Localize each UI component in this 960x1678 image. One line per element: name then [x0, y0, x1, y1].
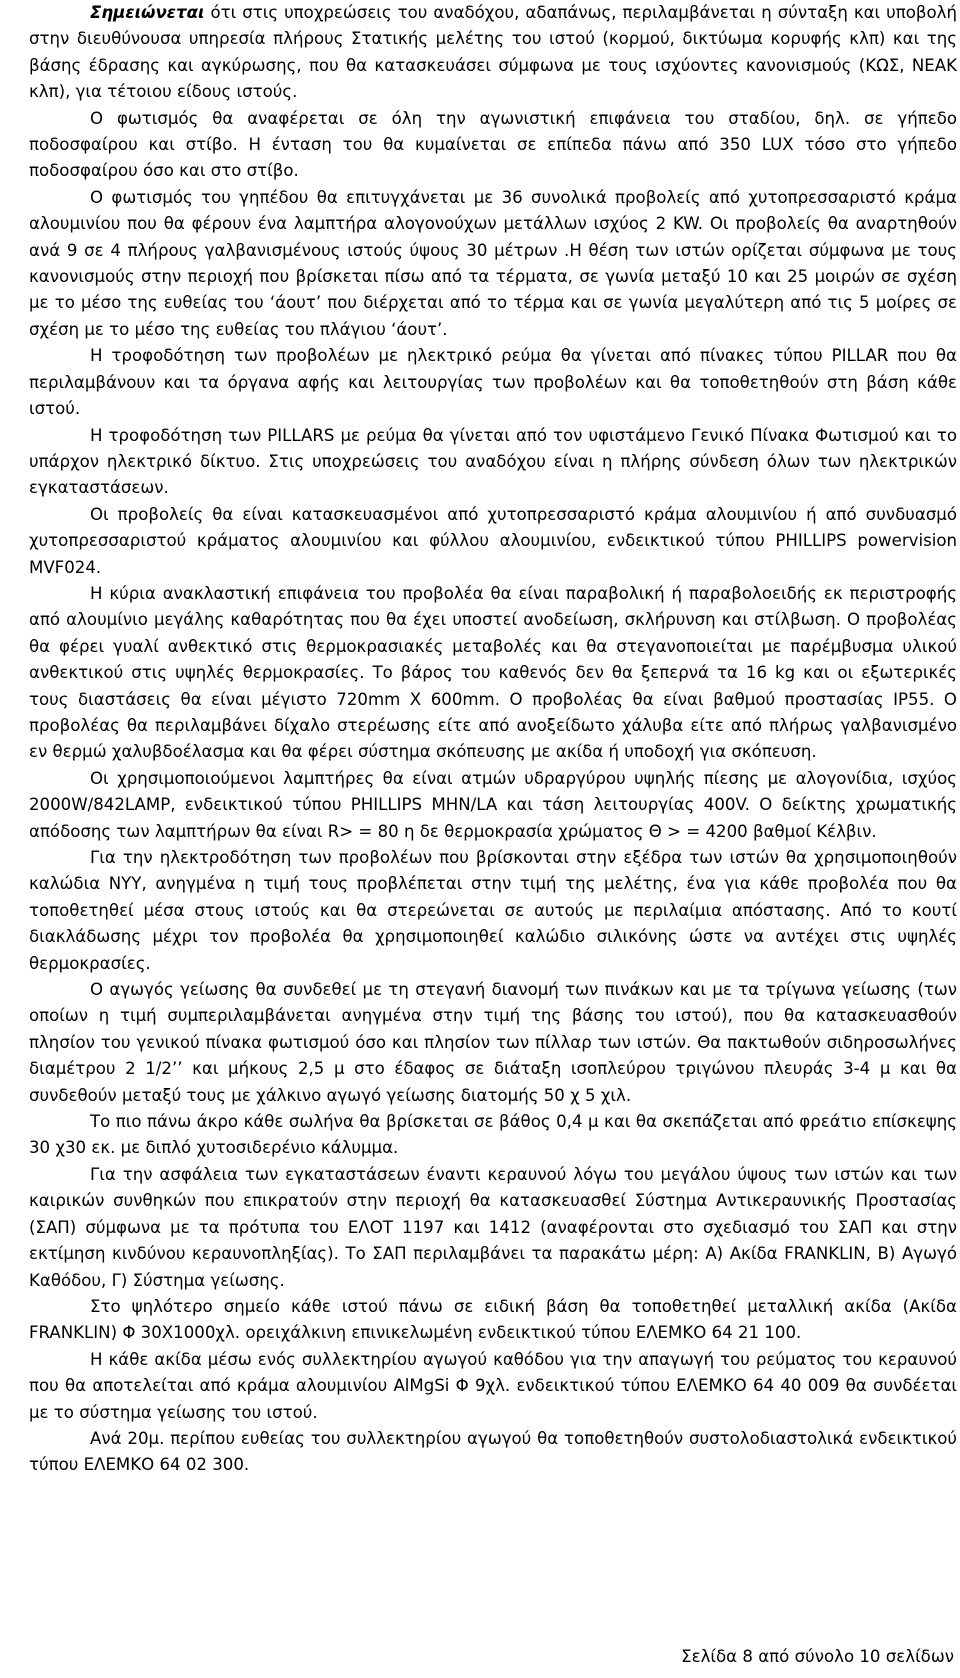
- paragraph-text: Ο φωτισμός του γηπέδου θα επιτυγχάνεται με 36 συνολικά προβολείς από χυτοπρεσσαριστό κράμα αλουμινίου που θα φέρουν ένα λαμπτήρα αλογονούχων μετάλλων ισχύος 2 KW. Οι προβολείς θα αναρτηθούν ανά 9 σε 4 πλήρους γαλβανισμένους ιστούς ύψους 30 μέτρων .Η θέση των ιστών ορίζεται σύμφωνα με τους κανονισμούς στην περιοχή που βρίσκεται πίσω από τα τέρματα, σε γωνία μεταξύ 10 και 25 μοιρών σε σχέση με το μέσο της ευθείας του ‘άουτ’ που διέρχεται από το τέρμα και σε γωνία μεγαλύτερη από τις 5 μοίρες σε σχέση με το μέσο της ευθείας του πλάγιου ‘άουτ’.: [29, 187, 957, 339]
- paragraph-text: Για την ασφάλεια των εγκαταστάσεων έναντι κεραυνού λόγω του μεγάλου ύψους των ιστών και των καιρικών συνθηκών που επικρατούν στην περιοχή θα κατασκευασθεί Σύστημα Αντικεραυνικής Προστασίας (ΣΑΠ) σύμφωνα με τα πρότυπα του ΕΛΟΤ 1197 και 1412 (αναφέρονται στο σχεδιασμό του ΣΑΠ και στην εκτίμηση κινδύνου κεραυνοπληξίας). Το ΣΑΠ περιλαμβάνει τα παρακάτω μέρη: Α) Ακίδα FRANKLIN, Β) Αγωγό Καθόδου, Γ) Σύστημα γείωσης.: [29, 1164, 957, 1290]
- paragraph-text: Η κύρια ανακλαστική επιφάνεια του προβολέα θα είναι παραβολική ή παραβολοειδής εκ περιστροφής από αλουμίνιο μεγάλης καθαρότητας που θα έχει υποστεί ανοδείωση, σκλήρυνση και στίλβωση. Ο προβολέας θα φέρει γυαλί ανθεκτικό στις θερμοκρασιακές μεταβολές και θα στεγανοποιείται με παρέμβυσμα υλικού ανθεκτικού στις υψηλές θερμοκρασίες. Το βάρος του καθενός δεν θα ξεπερνά τα 16 kg και οι εξωτερικές τους διαστάσεις θα είναι μέγιστο 720mm X 600mm. Ο προβολέας θα είναι βαθμού προστασίας IP55. Ο προβολέας θα περιλαμβάνει δίχαλο στερέωσης είτε από ανοξείδωτο χάλυβα είτε από πλήρως γαλβανισμένο εν θερμώ χαλυβδοέλασμα και θα φέρει σύστημα σκόπευσης με ακίδα ή υποδοχή για σκόπευση.: [29, 583, 957, 762]
- paragraph-text: Για την ηλεκτροδότηση των προβολέων που βρίσκονται στην εξέδρα των ιστών θα χρησιμοποιηθούν καλώδια NYY, ανηγμένα η τιμή τους προβλέπεται στην τιμή της μελέτης, ένα για κάθε προβολέα που θα τοποθετηθεί μέσα στους ιστούς και θα στερεώνεται σε αυτούς με περιλαίμια απόστασης. Από το κουτί διακλάδωσης μέχρι τον προβολέα θα χρησιμοποιηθεί καλώδιο σιλικόνης ώστε να αντέχει στις υψηλές θερμοκρασίες.: [29, 848, 957, 973]
- paragraph-8: [29, 766, 957, 845]
- paragraph-text: Η τροφοδότηση των PILLARS με ρεύμα θα γίνεται από τον υφιστάμενο Γενικό Πίνακα Φωτισμού και το υπάρχον ηλεκτρικό δίκτυο. Στις υποχρεώσεις του αναδόχου είναι η πλήρης σύνδεση όλων των ηλεκτρικών εγκαταστάσεων.: [29, 425, 957, 498]
- paragraph-6: [29, 502, 957, 581]
- paragraph-7: [29, 581, 957, 766]
- paragraph-text: Το πιο πάνω άκρο κάθε σωλήνα θα βρίσκεται σε βάθος 0,4 μ και θα σκεπάζεται από φρεάτιο επίσκεψης 30 χ30 εκ. με διπλό χυτοσιδερένιο κάλυμμα.: [29, 1112, 957, 1158]
- paragraph-text: Οι προβολείς θα είναι κατασκευασμένοι από χυτοπρεσσαριστό κράμα αλουμινίου ή από συνδυασμό χυτοπρεσσαριστού κράματος αλουμινίου και φύλλου αλουμινίου, ενδεικτικού τύπου PHILLIPS powervision MVF024.: [29, 504, 957, 577]
- paragraph-4: [29, 343, 957, 422]
- paragraph-text: Ο αγωγός γείωσης θα συνδεθεί με τη στεγανή διανομή των πινάκων και με τα τρίγωνα γείωσης (των οποίων η τιμή συμπεριλαμβάνεται ανηγμένα στην τιμή της βάσης του ιστού), που θα κατασκευασθούν πλησίον του γενικού πίνακα φωτισμού όσο και πλησίον των πίλλαρ των ιστών. Θα πακτωθούν σιδηροσωλήνες διαμέτρου 2 1/2’’ και μήκους 2,5 μ στο έδαφος σε διάταξη ισοπλεύρου τριγώνου πλευράς 3-4 μ και θα συνδεθούν μεταξύ τους με χάλκινο αγωγό γείωσης διατομής 50 χ 5 χιλ.: [29, 980, 957, 1105]
- paragraph-13: [29, 1294, 957, 1347]
- paragraph-text: Ανά 20μ. περίπου ευθείας του συλλεκτηρίου αγωγού θα τοποθετηθούν συστολοδιαστολικά ενδεικτικού τύπου ΕΛΕΜΚΟ 64 02 300.: [29, 1428, 957, 1475]
- paragraph-11: [29, 1109, 957, 1162]
- paragraph-text: Οι χρησιμοποιούμενοι λαμπτήρες θα είναι ατμών υδραργύρου υψηλής πίεσης με αλογονίδια, ισχύος 2000W/842LAMP, ενδεικτικού τύπου PHILLIPS MHN/LA και τάση λειτουργίας 400V. O δείκτης χρωματικής απόδοσης των λαμπτήρων θα είναι R> = 80 η δε θερμοκρασία χρώματος Θ > = 4200 βαθμοί Κέλβιν.: [29, 768, 957, 841]
- paragraph-2: [29, 106, 957, 185]
- page-footer: Σελίδα 8 από σύνολο 10 σελίδων: [681, 1647, 954, 1666]
- paragraph-lead: Σημειώνεται: [90, 3, 205, 22]
- paragraph-text: Η κάθε ακίδα μέσω ενός συλλεκτηρίου αγωγού καθόδου για την απαγωγή του ρεύματος του κεραυνού που θα αποτελείται από κράμα αλουμινίου AlMgSi Φ 9χλ. ενδεικτικού τύπου ΕΛΕΜΚΟ 64 40 009 θα συνδέεται με το σύστημα γείωσης του ιστού.: [29, 1349, 957, 1422]
- paragraph-text: Η τροφοδότηση των προβολέων με ηλεκτρικό ρεύμα θα γίνεται από πίνακες τύπου PILLAR που θα περιλαμβάνουν και τα όργανα αφής και λειτουργίας των προβολέων και θα τοποθετηθούν στη βάση κάθε ιστού.: [29, 346, 957, 419]
- paragraph-1: [29, 0, 957, 106]
- paragraph-text: Στο ψηλότερο σημείο κάθε ιστού πάνω σε ειδική βάση θα τοποθετηθεί μεταλλική ακίδα (Ακίδα FRANKLIN) Φ 30Χ1000χλ. ορειχάλκινη επινικελωμένη ενδεικτικού τύπου ΕΛΕΜΚΟ 64 21 100.: [29, 1296, 957, 1343]
- paragraph-12: [29, 1162, 957, 1294]
- paragraph-text: ότι στις υποχρεώσεις του αναδόχου, αδαπάνως, περιλαμβάνεται η σύνταξη και υποβολή στην διευθύνουσα υπηρεσία πλήρους Στατικής μελέτης του ιστού (κορμού, δικτύωμα κορυφής κλπ) και της βάσης έδρασης και αγκύρωσης, που θα κατασκευάσει σύμφωνα με τους ισχύοντες κανονισμούς (ΚΩΣ, ΝΕΑΚ κλπ), για τέτοιου είδους ιστούς.: [29, 3, 957, 102]
- paragraph-3: [29, 185, 957, 343]
- document-body: [29, 0, 957, 1479]
- paragraph-15: [29, 1426, 957, 1479]
- paragraph-9: [29, 845, 957, 977]
- paragraph-10: [29, 977, 957, 1109]
- paragraph-14: [29, 1347, 957, 1426]
- paragraph-text: Ο φωτισμός θα αναφέρεται σε όλη την αγωνιστική επιφάνεια του σταδίου, δηλ. σε γήπεδο ποδοσφαίρου και στίβο. Η ένταση του θα κυμαίνεται σε επίπεδα πάνω από 350 LUX τόσο στο γήπεδο ποδοσφαίρου όσο και στο στίβο.: [29, 108, 957, 181]
- paragraph-5: [29, 423, 957, 502]
